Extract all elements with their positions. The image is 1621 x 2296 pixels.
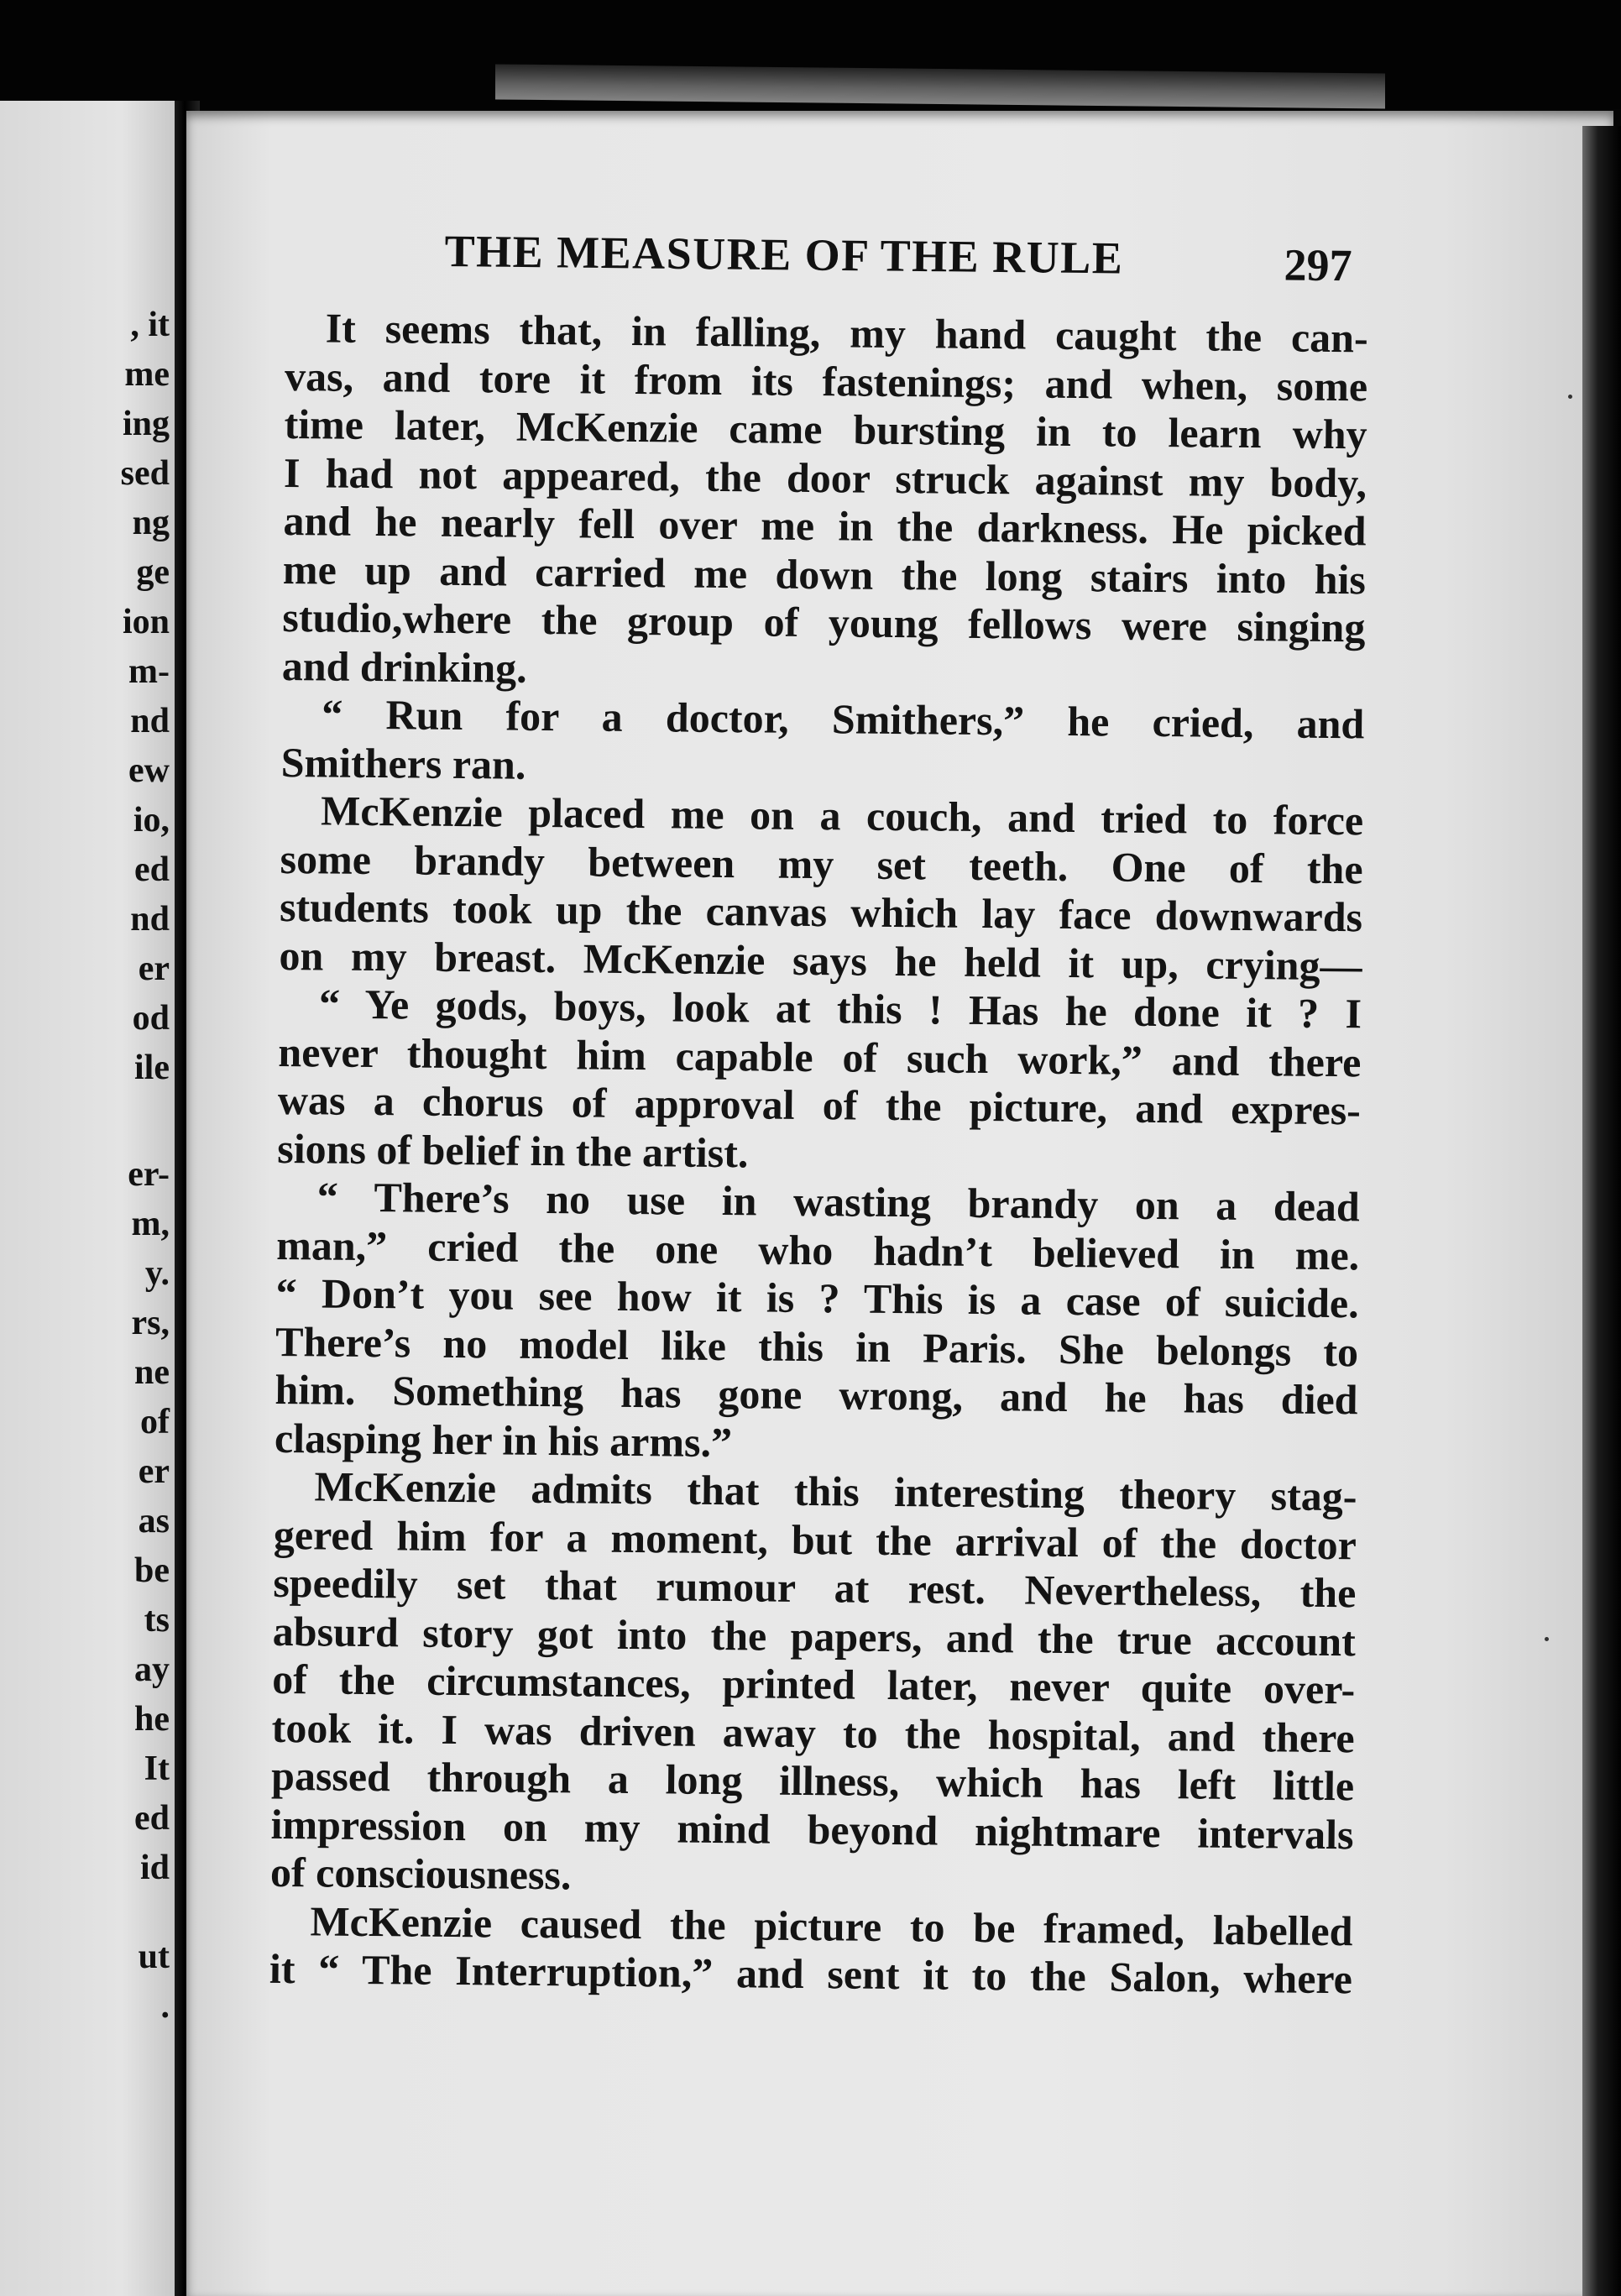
facing-page-word: ts xyxy=(144,1601,170,1640)
text-line: Smithers ran. xyxy=(280,738,526,788)
text-line: There’s no model like this in Paris. She belongs to xyxy=(275,1317,1359,1375)
facing-page-word: ile xyxy=(134,1049,170,1087)
text-line: some brandy between my set teeth. One of the xyxy=(280,834,1363,892)
text-line: sions of belief in the artist. xyxy=(277,1124,749,1176)
facing-page-word: ed xyxy=(134,1799,170,1838)
text-line: clasping her in his arms.” xyxy=(274,1414,733,1466)
text-line: it “ The Interruption,” and sent it to the Salon, where xyxy=(269,1944,1353,2003)
text-line: students took up the canvas which lay face downwards xyxy=(279,882,1363,941)
text-line: him. Something has gone wrong, and he has died xyxy=(275,1365,1358,1424)
facing-page-word: er- xyxy=(128,1155,170,1194)
facing-page-word: rs, xyxy=(131,1304,170,1342)
facing-page-word: io, xyxy=(133,801,170,839)
facing-page-word: nd xyxy=(130,702,170,740)
text-line: “ Don’t you see how it is ? This is a case of suicide. xyxy=(275,1268,1359,1327)
text-line: “ Run for a doctor, Smithers,” he cried, and xyxy=(322,690,1365,748)
text-line: passed through a long illness, which has left little xyxy=(270,1751,1355,1810)
text-line: of the circumstances, printed later, never quite over- xyxy=(272,1655,1356,1713)
page-number: 297 xyxy=(1284,239,1352,291)
scan-speck xyxy=(1568,395,1572,399)
facing-page-word: he xyxy=(134,1700,170,1739)
scan-speck xyxy=(1545,1637,1549,1641)
text-line: of consciousness. xyxy=(269,1848,572,1899)
page-body-text xyxy=(269,304,1368,2004)
text-line: speedily set that rumour at rest. Nevertheless, the xyxy=(273,1558,1357,1617)
facing-page-word: of xyxy=(140,1403,170,1441)
facing-page-word: It xyxy=(144,1749,170,1788)
text-line: and drinking. xyxy=(281,641,527,692)
text-line: took it. I was driven away to the hospital, and there xyxy=(271,1703,1355,1761)
facing-page-word: ion xyxy=(122,603,170,641)
facing-page-word: as xyxy=(138,1502,170,1540)
text-line: impression on my mind beyond nightmare intervals xyxy=(270,1800,1354,1858)
facing-page-word: nd xyxy=(130,900,170,939)
facing-page-word: ay xyxy=(134,1650,170,1689)
facing-page-word: y. xyxy=(144,1254,170,1293)
text-line: McKenzie admits that this interesting theory stag- xyxy=(314,1462,1357,1520)
facing-page-word: ed xyxy=(134,850,170,889)
facing-page-word: . xyxy=(160,1987,170,2026)
text-line: on my breast. McKenzie says he held it up, crying— xyxy=(279,931,1362,989)
facing-page-word: ew xyxy=(128,751,170,790)
facing-page-word: ne xyxy=(134,1353,170,1392)
facing-page-fragment xyxy=(0,101,175,2296)
text-line: I had not appeared, the door struck against my body, xyxy=(283,448,1367,506)
text-line: studio,where the group of young fellows were singing xyxy=(282,593,1366,651)
page-right-edge xyxy=(1582,126,1621,2296)
text-line: and he nearly fell over me in the darkness. He picked xyxy=(283,496,1367,555)
facing-page-word: , it xyxy=(130,306,170,344)
text-line: absurd story got into the papers, and the true account xyxy=(272,1607,1357,1665)
running-header xyxy=(444,225,1368,291)
facing-page-word: be xyxy=(134,1551,170,1590)
text-line: never thought him capable of such work,” and there xyxy=(278,1028,1362,1085)
text-line: “ Ye gods, boys, look at this ! Has he done it ? I xyxy=(318,980,1362,1038)
facing-page-word: er xyxy=(138,1452,170,1491)
text-line: time later, McKenzie came bursting in to learn why xyxy=(284,400,1367,458)
text-line: was a chorus of approval of the picture, and expres- xyxy=(277,1075,1362,1134)
facing-page-word: er xyxy=(138,949,170,988)
running-title: THE MEASURE OF THE RULE xyxy=(444,225,1124,284)
facing-page-word: od xyxy=(132,999,170,1038)
facing-page-word: ut xyxy=(138,1938,170,1976)
text-line: McKenzie caused the picture to be framed, labelled xyxy=(310,1896,1353,1954)
text-line: man,” cried the one who hadn’t believed in me. xyxy=(275,1221,1360,1279)
facing-page-word: ng xyxy=(132,504,170,542)
text-line: gered him for a moment, but the arrival of the doctor xyxy=(273,1510,1357,1568)
facing-page-word: ge xyxy=(136,553,170,592)
text-line: It seems that, in falling, my hand caught the can- xyxy=(325,304,1368,362)
text-line: “ There’s no use in wasting brandy on a dead xyxy=(316,1173,1361,1231)
facing-page-word: ing xyxy=(122,405,170,443)
facing-page-word: m, xyxy=(131,1205,170,1243)
text-line: McKenzie placed me on a couch, and tried to force xyxy=(320,787,1364,845)
text-line: me up and carried me down the long stairs into his xyxy=(282,545,1367,603)
facing-page-word: id xyxy=(139,1849,170,1887)
facing-page-word: sed xyxy=(120,454,170,493)
facing-page-word: me xyxy=(124,355,170,394)
text-line: vas, and tore it from its fastenings; and when, some xyxy=(284,352,1368,410)
facing-page-word: m- xyxy=(128,652,170,691)
